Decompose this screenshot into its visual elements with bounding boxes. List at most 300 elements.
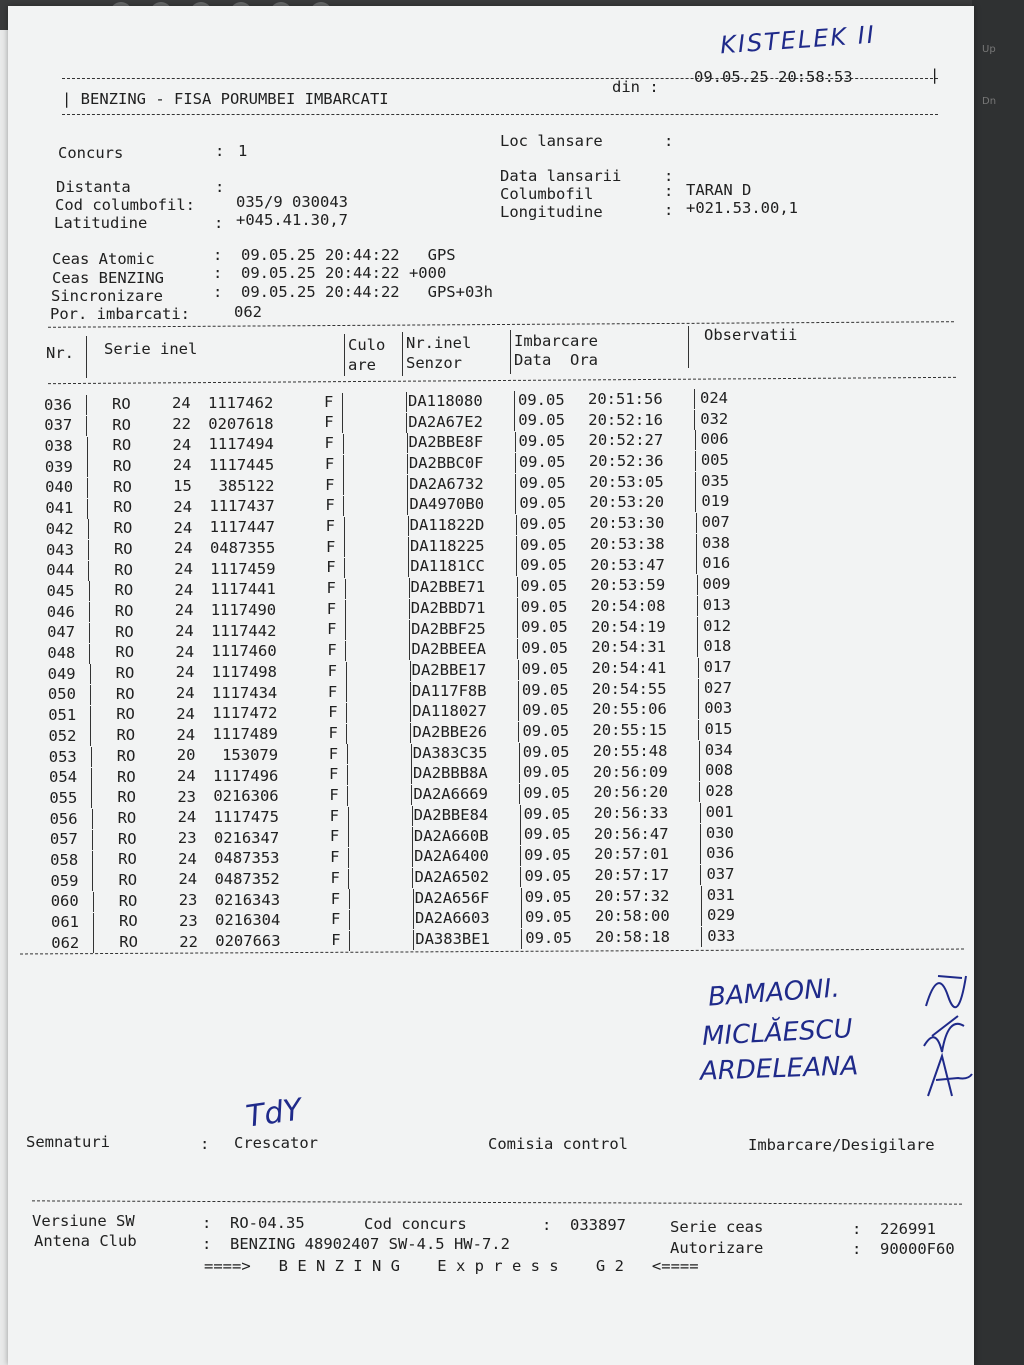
column-rule <box>695 430 696 450</box>
row-sensor-id: DA118225 <box>409 536 485 555</box>
report-title: | BENZING - FISA PORUMBEI IMBARCATI <box>62 90 389 108</box>
row-country: RO <box>117 788 136 807</box>
row-time: 20:53:59 <box>590 576 666 595</box>
row-date: 09.05 <box>519 473 566 492</box>
signatures-label: Semnaturi <box>26 1133 110 1151</box>
row-ring-number: 385122 <box>209 476 275 495</box>
handwritten-name-2: MICLĂESCU <box>701 1014 854 1052</box>
column-rule <box>89 623 90 643</box>
row-time: 20:53:20 <box>589 493 665 512</box>
column-rule <box>409 578 410 598</box>
row-observation: 028 <box>705 782 734 801</box>
row-sex: F <box>329 806 339 825</box>
row-date: 09.05 <box>525 928 572 947</box>
row-sensor-id: DA2A6603 <box>415 909 490 928</box>
row-ring-number: 0207618 <box>208 414 274 433</box>
row-sensor-id: DA2A6400 <box>414 847 489 866</box>
row-sex: F <box>325 475 335 494</box>
device-dn-label: Dn <box>982 96 997 107</box>
row-time: 20:56:47 <box>593 824 669 843</box>
row-ring-number: 1117462 <box>208 393 274 412</box>
data-lansarii-label: Data lansarii <box>500 167 622 185</box>
row-ring-number: 1117447 <box>209 518 275 537</box>
por-imbarcati-label: Por. imbarcati: <box>50 305 190 323</box>
column-rule <box>517 639 518 659</box>
row-number: 056 <box>49 809 78 828</box>
row-time: 20:55:48 <box>592 741 668 760</box>
column-rule <box>408 537 409 557</box>
serie-ceas-label: Serie ceas <box>670 1218 764 1236</box>
row-time: 20:53:38 <box>589 534 665 553</box>
row-date: 09.05 <box>521 659 569 678</box>
row-sex: F <box>327 682 338 701</box>
row-ring-number: 1117459 <box>210 559 276 578</box>
row-number: 050 <box>47 685 76 704</box>
row-country: RO <box>113 519 133 538</box>
row-sex: F <box>326 599 337 618</box>
column-rule <box>521 929 522 949</box>
row-time: 20:54:08 <box>590 596 666 615</box>
concurs-label: Concurs <box>58 144 124 162</box>
sincronizare-label: Sincronizare <box>51 287 163 305</box>
column-rule <box>347 765 348 785</box>
column-rule <box>343 434 344 454</box>
column-rule <box>349 910 350 930</box>
latitudine-sep: : <box>214 214 224 232</box>
column-rule <box>345 579 346 599</box>
column-rule <box>348 807 349 827</box>
row-observation: 003 <box>704 699 733 718</box>
row-sensor-id: DA4970B0 <box>409 495 485 514</box>
handwritten-name-1: BAMAONI. <box>707 973 841 1013</box>
row-sensor-id: DA2A6669 <box>413 785 488 804</box>
row-number: 044 <box>46 561 75 580</box>
column-rule <box>93 892 94 912</box>
row-observation: 009 <box>702 575 731 594</box>
row-country: RO <box>112 415 131 434</box>
row-year: 24 <box>177 808 197 827</box>
columbofil-value: TARAN D <box>686 181 752 199</box>
row-observation: 029 <box>707 906 735 925</box>
row-sex: F <box>326 579 336 598</box>
row-sex: F <box>325 516 336 535</box>
row-date: 09.05 <box>524 866 572 885</box>
row-observation: 034 <box>704 740 733 759</box>
column-rule <box>700 844 701 864</box>
column-rule <box>93 913 94 933</box>
loc-lansare-sep: : <box>664 132 674 150</box>
row-year: 24 <box>174 559 193 578</box>
row-number: 042 <box>45 519 74 538</box>
row-ring-number: 0216347 <box>213 828 280 847</box>
row-number: 057 <box>49 830 78 849</box>
row-ring-number: 1117494 <box>208 435 274 454</box>
row-ring-number: 0216304 <box>215 911 281 930</box>
autorizare-label: Autorizare <box>670 1239 764 1257</box>
column-rule <box>86 395 87 415</box>
row-number: 053 <box>48 747 77 766</box>
row-year: 22 <box>179 932 198 951</box>
column-rule <box>86 416 87 436</box>
column-rule <box>92 851 93 871</box>
row-number: 046 <box>46 602 75 621</box>
distanta-sep: : <box>215 178 225 196</box>
row-number: 061 <box>51 913 79 932</box>
column-rule <box>344 558 345 578</box>
column-rule <box>515 432 516 452</box>
column-rule <box>344 517 345 537</box>
row-time: 20:57:01 <box>594 845 669 864</box>
row-time: 20:55:06 <box>592 700 667 719</box>
row-observation: 024 <box>700 388 728 407</box>
column-rule <box>342 393 343 413</box>
column-rule <box>700 803 701 823</box>
column-rule <box>344 537 345 557</box>
column-rule <box>409 620 410 640</box>
row-date: 09.05 <box>524 887 572 906</box>
col-header-serie-inel: Serie inel <box>104 340 198 358</box>
row-date: 09.05 <box>521 618 568 637</box>
longitudine-value: +021.53.00,1 <box>686 199 798 217</box>
row-date: 09.05 <box>524 846 571 865</box>
row-time: 20:55:15 <box>592 721 668 740</box>
columbofil-label: Columbofil <box>500 185 594 203</box>
row-observation: 005 <box>700 450 729 469</box>
row-observation: 006 <box>700 430 729 449</box>
row-observation: 001 <box>705 802 734 821</box>
row-ring-number: 0216306 <box>213 787 279 806</box>
row-year: 15 <box>173 477 192 496</box>
column-rule <box>407 475 408 495</box>
row-country: RO <box>119 933 138 952</box>
column-rule <box>349 889 350 909</box>
column-rule <box>88 561 89 581</box>
row-sex: F <box>329 786 339 805</box>
printout-sheet <box>8 6 974 1365</box>
row-country: RO <box>114 560 133 579</box>
row-country: RO <box>113 539 133 558</box>
row-observation: 016 <box>702 554 731 573</box>
ceas-benzing-value: : 09.05.25 20:44:22 +000 <box>213 264 447 282</box>
row-country: RO <box>116 726 136 745</box>
row-sensor-id: DA2BBEEA <box>411 640 487 659</box>
row-year: 24 <box>172 394 191 413</box>
row-sensor-id: DA2A6732 <box>409 474 484 493</box>
row-country: RO <box>117 767 136 786</box>
row-observation: 036 <box>706 844 735 863</box>
row-ring-number: 0207663 <box>215 932 281 951</box>
row-ring-number: 1117442 <box>211 621 277 640</box>
row-sensor-id: DA2BBE84 <box>413 805 489 824</box>
column-rule <box>411 744 412 764</box>
row-time: 20:56:33 <box>593 803 669 822</box>
column-rule <box>413 930 414 950</box>
row-sex: F <box>331 930 341 949</box>
column-rule <box>88 519 89 539</box>
column-rule <box>698 658 699 678</box>
row-time: 20:57:32 <box>594 886 670 905</box>
row-country: RO <box>115 622 134 641</box>
column-rule <box>699 782 700 802</box>
row-sex: F <box>326 558 336 577</box>
column-rule <box>412 868 413 888</box>
column-rule <box>520 805 521 825</box>
header-bar: | <box>930 66 940 84</box>
row-observation: 013 <box>702 595 731 614</box>
row-country: RO <box>116 746 136 765</box>
row-country: RO <box>112 394 131 413</box>
handwritten-name-3: ARDELEANA <box>699 1051 859 1087</box>
row-number: 060 <box>50 892 79 911</box>
row-year: 24 <box>176 704 195 723</box>
column-rule <box>699 741 700 761</box>
sincronizare-value: : 09.05.25 20:44:22 GPS+03h <box>213 283 493 301</box>
row-country: RO <box>114 581 134 600</box>
column-rule <box>409 640 410 660</box>
row-observation: 019 <box>701 492 730 511</box>
column-rule <box>701 927 702 947</box>
column-rule <box>408 557 409 577</box>
row-sensor-id: DA2A656F <box>414 888 490 907</box>
row-year: 23 <box>178 891 198 910</box>
column-rule <box>87 457 88 477</box>
row-time: 20:54:41 <box>591 659 667 678</box>
row-year: 24 <box>174 580 194 599</box>
row-number: 055 <box>49 788 78 807</box>
row-observation: 031 <box>706 885 735 904</box>
column-rule <box>515 494 516 514</box>
row-country: RO <box>116 705 135 724</box>
row-date: 09.05 <box>519 535 567 554</box>
row-sex: F <box>324 434 334 453</box>
column-rule <box>515 453 516 473</box>
column-rule <box>701 886 702 906</box>
row-sensor-id: DA118027 <box>412 702 487 721</box>
row-year: 24 <box>173 497 193 516</box>
col-header-data-ora: Data Ora <box>514 351 598 369</box>
column-rule <box>89 581 90 601</box>
row-date: 09.05 <box>518 390 565 409</box>
row-sensor-id: DA383C35 <box>412 743 488 762</box>
row-sensor-id: DA117F8B <box>411 681 487 700</box>
row-date: 09.05 <box>518 452 566 471</box>
row-ring-number: 0487353 <box>214 849 280 868</box>
signature-imbarcare-label: Imbarcare/Desigilare <box>748 1136 935 1154</box>
column-rule <box>697 575 698 595</box>
column-rule <box>92 871 93 891</box>
column-rule <box>697 617 698 637</box>
column-rule <box>347 744 348 764</box>
row-year: 24 <box>178 870 198 889</box>
row-date: 09.05 <box>520 577 568 596</box>
row-country: RO <box>117 808 137 827</box>
row-ring-number: 1117489 <box>212 725 278 744</box>
distanta-label: Distanta <box>56 178 131 196</box>
row-country: RO <box>119 912 138 931</box>
row-time: 20:54:19 <box>591 617 666 636</box>
ceas-atomic-label: Ceas Atomic <box>52 250 155 268</box>
column-rule <box>698 720 699 740</box>
row-time: 20:53:30 <box>589 514 665 533</box>
column-rule <box>519 784 520 804</box>
row-time: 20:57:17 <box>594 866 670 885</box>
row-sex: F <box>329 765 339 784</box>
row-ring-number: 1117434 <box>211 683 278 702</box>
row-sex: F <box>328 744 339 763</box>
row-time: 20:52:36 <box>588 452 664 471</box>
column-rule <box>91 768 92 788</box>
versiune-value: : RO-04.35 <box>202 1214 305 1232</box>
column-rule <box>406 392 407 412</box>
row-number: 058 <box>50 851 79 870</box>
row-time: 20:54:55 <box>591 679 667 698</box>
row-year: 24 <box>174 601 194 620</box>
row-country: RO <box>112 436 132 455</box>
row-number: 040 <box>45 478 74 497</box>
row-country: RO <box>113 477 132 496</box>
row-sex: F <box>328 723 338 742</box>
column-rule <box>413 909 414 929</box>
cod-concurs-value: : 033897 <box>542 1216 626 1234</box>
column-rule <box>695 472 696 492</box>
row-time: 20:53:47 <box>590 555 665 574</box>
row-year: 24 <box>175 663 195 682</box>
cod-columbofil-value: 035/9 030043 <box>236 193 348 211</box>
antena-label: Antena Club <box>34 1232 137 1250</box>
row-ring-number: 153079 <box>212 745 279 764</box>
latitudine-label: Latitudine <box>54 214 148 232</box>
row-observation: 030 <box>705 823 734 842</box>
column-rule <box>514 411 515 431</box>
row-ring-number: 1117472 <box>212 704 278 723</box>
column-rule <box>519 763 520 783</box>
row-observation: 015 <box>704 720 733 739</box>
row-date: 09.05 <box>518 411 565 430</box>
desk-edge <box>972 0 1024 1365</box>
column-rule <box>517 577 518 597</box>
column-rule <box>343 496 344 516</box>
column-rule <box>517 598 518 618</box>
row-observation: 008 <box>705 761 734 780</box>
antena-value: : BENZING 48902407 SW-4.5 HW-7.2 <box>202 1235 510 1253</box>
row-sensor-id: DA2A67E2 <box>408 412 483 431</box>
column-rule <box>406 413 407 433</box>
column-rule <box>87 437 88 457</box>
device-up-label: Up <box>982 44 996 55</box>
cod-concurs-label: Cod concurs <box>364 1215 467 1233</box>
row-number: 052 <box>48 726 77 745</box>
signature-crescator-label: Crescator <box>234 1134 318 1152</box>
row-year: 24 <box>173 539 193 558</box>
column-rule <box>346 682 347 702</box>
ceas-benzing-label: Ceas BENZING <box>52 269 164 287</box>
column-rule <box>346 662 347 682</box>
row-observation: 007 <box>701 513 730 532</box>
column-rule <box>87 499 88 519</box>
column-rule <box>694 410 695 430</box>
row-number: 062 <box>51 933 80 952</box>
row-number: 051 <box>48 706 77 725</box>
row-sex: F <box>324 454 335 473</box>
column-rule <box>342 413 343 433</box>
column-rule <box>699 761 700 781</box>
row-ring-number: 1117490 <box>210 600 277 619</box>
row-sex: F <box>331 910 341 929</box>
row-sensor-id: DA2A660B <box>413 826 489 845</box>
column-rule <box>345 620 346 640</box>
col-header-imbarcare: Imbarcare <box>514 332 598 350</box>
row-number: 045 <box>46 581 75 600</box>
data-lansarii-sep: : <box>664 167 674 185</box>
row-time: 20:52:16 <box>588 410 663 429</box>
column-rule <box>345 600 346 620</box>
row-sensor-id: DA11822D <box>409 516 485 535</box>
row-sensor-id: DA2BBC0F <box>408 453 484 472</box>
row-date: 09.05 <box>521 680 569 699</box>
row-country: RO <box>114 601 134 620</box>
column-rule <box>516 536 517 556</box>
din-label: din : <box>612 78 659 96</box>
row-observation: 027 <box>703 678 732 697</box>
col-header-nr-inel: Nr.inel <box>406 334 472 352</box>
row-ring-number: 1117441 <box>210 580 276 599</box>
row-date: 09.05 <box>523 804 571 823</box>
col-header-culoare: Culo <box>348 336 386 354</box>
column-rule <box>90 664 91 684</box>
row-sex: F <box>325 496 335 515</box>
report-datetime: 09.05.25 20:58:53 <box>694 68 853 86</box>
row-sex: F <box>330 848 340 867</box>
row-number: 049 <box>47 664 76 683</box>
column-rule <box>695 451 696 471</box>
column-rule <box>412 806 413 826</box>
row-year: 24 <box>175 622 194 640</box>
column-rule <box>521 888 522 908</box>
row-country: RO <box>118 850 137 869</box>
row-sex: F <box>329 827 340 846</box>
row-number: 047 <box>47 623 76 642</box>
cod-columbofil-label: Cod columbofil: <box>55 196 195 214</box>
column-rule <box>407 495 408 515</box>
row-date: 09.05 <box>521 639 569 658</box>
column-rule <box>412 827 413 847</box>
row-year: 23 <box>179 911 198 930</box>
column-rule <box>407 454 408 474</box>
column-rule <box>411 764 412 784</box>
row-observation: 032 <box>700 409 729 428</box>
col-header-senzor: Senzor <box>406 354 462 372</box>
column-rule <box>701 906 702 926</box>
column-rule <box>89 644 90 664</box>
column-rule <box>346 724 347 744</box>
column-rule <box>698 699 699 719</box>
column-rule <box>90 726 91 746</box>
row-observation: 018 <box>703 637 732 656</box>
signature-comisia-label: Comisia control <box>488 1135 628 1153</box>
column-rule <box>696 554 697 574</box>
row-observation: 037 <box>706 864 735 883</box>
column-rule <box>348 827 349 847</box>
column-rule <box>518 701 519 721</box>
column-rule <box>516 515 517 535</box>
por-imbarcati-value: 062 <box>234 303 262 321</box>
column-rule <box>514 391 515 411</box>
column-rule <box>88 540 89 560</box>
row-ring-number: 1117460 <box>211 642 277 661</box>
loc-lansare-label: Loc lansare <box>500 132 603 150</box>
column-rule <box>517 618 518 638</box>
row-sensor-id: DA2BBE71 <box>410 578 486 597</box>
